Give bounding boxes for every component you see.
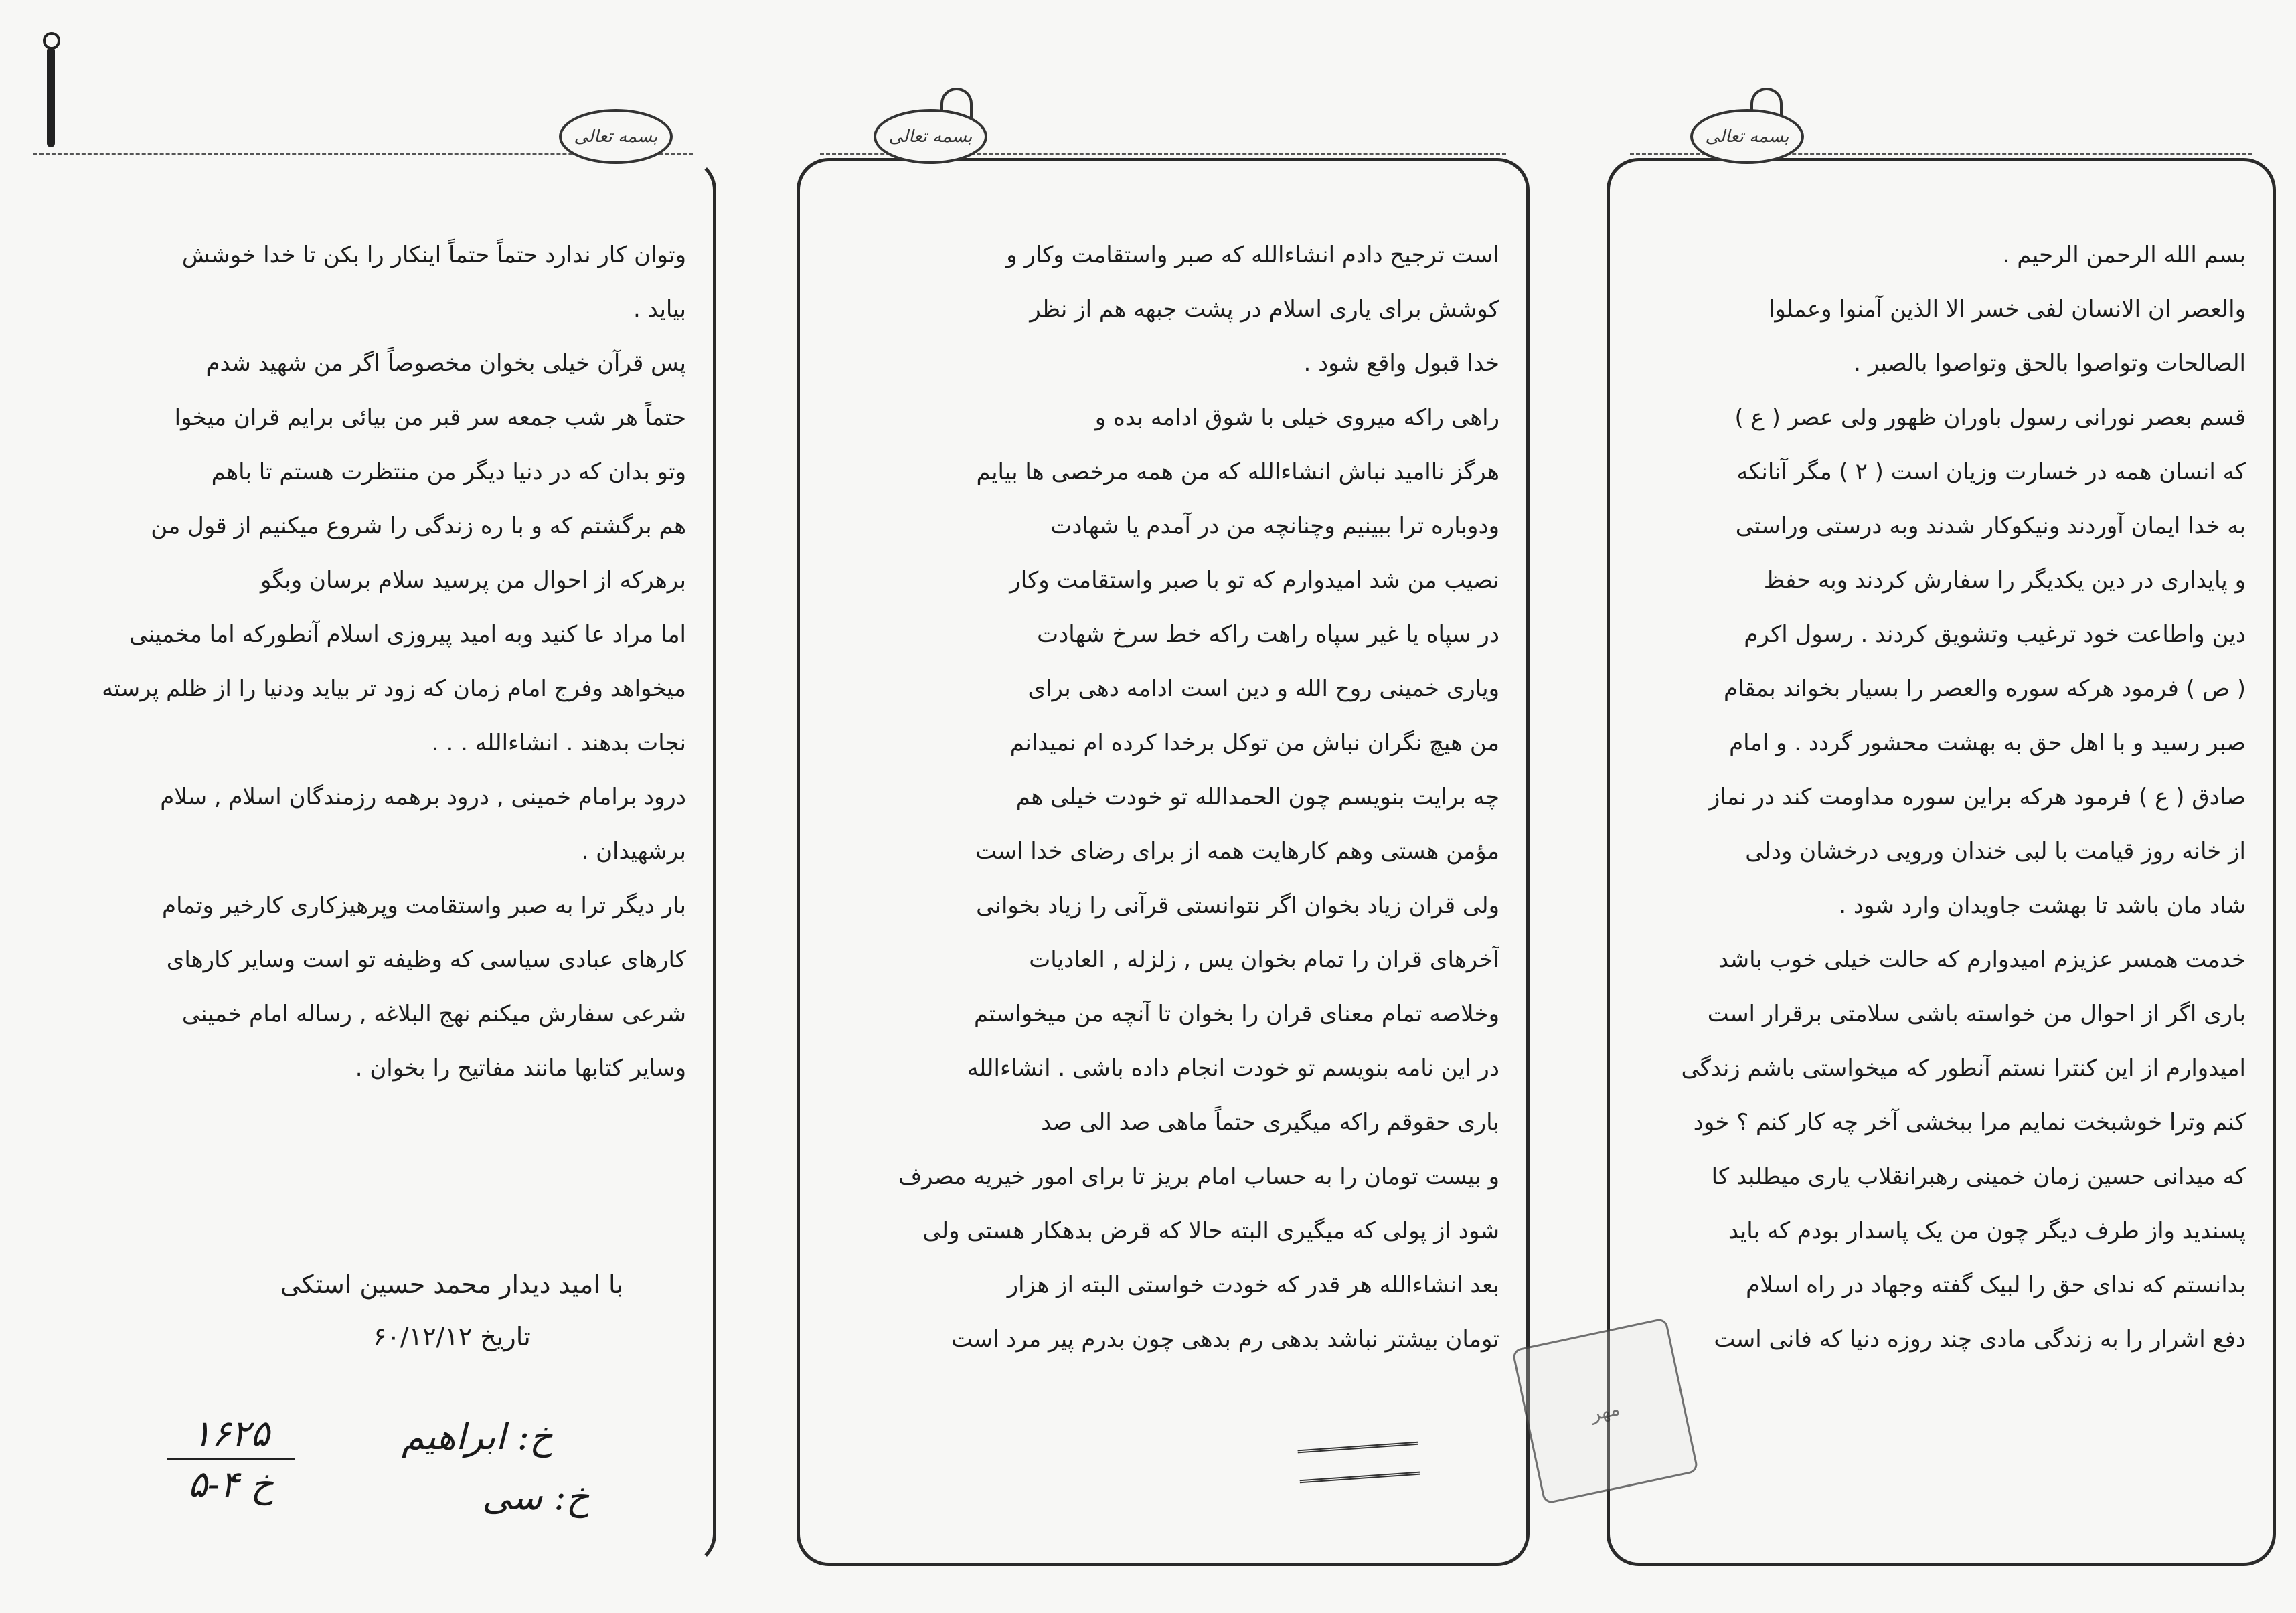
letter-line: و پایداری در دین یکدیگر را سفارش کردند وبه حفظ (1763, 567, 2246, 594)
letter-line: دفع اشرار را به زندگی مادی چند روزه دنیا که فانی است (1714, 1326, 2246, 1353)
letter-line: پس قرآن خیلی بخوان مخصوصاً اگر من شهید شدم (206, 350, 686, 377)
letter-line: راهی راکه میروی خیلی با شوق ادامه بده و (1094, 404, 1499, 431)
letter-line: قسم بعصر نورانی رسول باوران ظهور ولی عصر ( ع ) (1734, 404, 2246, 431)
letter-line: شرعی سفارش میکنم نهج البلاغه , رساله امام خمینی (181, 1001, 686, 1027)
letter-line: کوشش برای یاری اسلام در پشت جبهه هم از نظر (1030, 296, 1499, 323)
letter-line: که میدانی حسین زمان خمینی رهبرانقلاب یاری میطلبد کا (1711, 1163, 2246, 1190)
letter-line: ( ص ) فرمود هرکه سوره والعصر را بسیار بخواند بمقام (1723, 675, 2246, 702)
letter-line: خدا قبول واقع شود . (1303, 350, 1499, 377)
letter-line: در این نامه بنویسم تو خودت انجام داده باشی . انشاءالله (967, 1055, 1499, 1082)
ink-stamp: مهر (1511, 1317, 1699, 1505)
closing-signature-line: با امید دیدار محمد حسین استکی (280, 1270, 624, 1299)
letter-line: وخلاصه تمام معنای قران را بخوان تا آنچه من میخواستم (974, 1001, 1499, 1027)
header-seal: بسمه تعالی (874, 109, 987, 164)
letter-line: به خدا ایمان آوردند ونیکوکار شدند وبه درستی وراستی (1735, 513, 2246, 539)
letter-date: تاریخ ۶۰/۱۲/۱۲ (373, 1322, 531, 1351)
letter-line: اما مراد عا کنید وبه امید پیروزی اسلام آنطورکه اما مخمینی (129, 621, 686, 648)
letter-line: دین واطاعت خود ترغیب وتشویق کردند . رسول اکرم (1744, 621, 2246, 648)
handwritten-initials-2: خ: سی (482, 1476, 590, 1518)
letter-line: بسم الله الرحمن الرحیم . (2002, 242, 2246, 268)
archive-number-bottom: ۵-۴ خ (187, 1463, 274, 1505)
letter-line: آخرهای قران را تمام بخوان یس , زلزله , العادیات (1029, 946, 1499, 973)
left-column-text (40, 228, 686, 1096)
letter-line: برهرکه از احوال من پرسید سلام برسان وبگو (260, 567, 686, 594)
letter-line: امیدوارم از این کنترا نستم آنطور که میخواستی باشم زندگی (1681, 1055, 2246, 1082)
letter-line: بیاید . (633, 296, 686, 323)
header-seal: بسمه تعالی (559, 109, 673, 164)
letter-line: صبر رسید و با اهل حق به بهشت محشور گردد . و امام (1729, 730, 2246, 756)
letter-line: وسایر کتابها مانند مفاتیح را بخوان . (355, 1055, 686, 1082)
header-seal: بسمه تعالی (1690, 109, 1804, 164)
letter-line: بار دیگر ترا به صبر واستقامت وپرهیزکاری کارخیر وتمام (162, 892, 686, 919)
letter-line: ولی قران زیاد بخوان اگر نتوانستی قرآنی را زیاد بخوانی (976, 892, 1499, 919)
letter-line: ودوباره ترا ببینیم وچنانچه من در آمدم یا شهادت (1050, 513, 1499, 539)
letter-line: تومان بیشتر نباشد بدهی رم بدهی چون بدرم پیر مرد است (951, 1326, 1499, 1353)
letter-line: والعصر ان الانسان لفی خسر الا الذین آمنوا وعملوا (1768, 296, 2246, 323)
letter-line: در سپاه یا غیر سپاه راهت راکه خط سرخ شهادت (1037, 621, 1499, 648)
letter-line: از خانه روز قیامت با لبی خندان ورویی درخشان ودلی (1745, 838, 2246, 865)
letter-line: باری اگر از احوال من خواسته باشی سلامتی برقرار است (1707, 1001, 2246, 1027)
letter-line: برشهیدان . (581, 838, 686, 865)
letter-line: میخواهد وفرج امام زمان که زود تر بیاید ودنیا را از ظلم پرسته (102, 675, 686, 702)
letter-line: و بیست تومان را به حساب امام بریز تا برای امور خیریه مصرف (898, 1163, 1499, 1190)
letter-line: وتوان کار ندارد حتماً حتماً اینکار را بکن تا خدا خوشش (181, 242, 686, 268)
letter-line: شود از پولی که میگیری البته حالا که قرض بدهکار هستی ولی (922, 1217, 1499, 1244)
letter-line: بدانستم که ندای حق را لبیک گفته وجهاد در راه اسلام (1746, 1272, 2246, 1298)
letter-line: خدمت همسر عزیزم امیدوارم که حالت خیلی خوب باشد (1718, 946, 2246, 973)
letter-line: کارهای عبادی سیاسی که وظیفه تو است وسایر کارهای (166, 946, 686, 973)
letter-line: درود برامام خمینی , درود برهمه رزمندگان اسلام , سلام (160, 784, 686, 811)
letter-line: کنم وترا خوشبخت نمایم مرا ببخشی آخر چه کار کنم ؟ خود (1693, 1109, 2246, 1136)
right-column-text (1637, 228, 2246, 1367)
letter-line: ویاری خمینی روح الله و دین است ادامه دهی برای (1028, 675, 1499, 702)
letter-line: شاد مان باشد تا بهشت جاویدان وارد شود . (1839, 892, 2246, 919)
paperclip-mark (47, 47, 55, 147)
letter-line: باری حقوقم راکه میگیری حتماً ماهی صد الی صد (1041, 1109, 1499, 1136)
archive-number (167, 1412, 295, 1506)
archive-number-top: ۱۶۲۵ (191, 1412, 270, 1454)
archive-number-divider (167, 1458, 295, 1460)
letter-line: هرگز ناامید نباش انشاءالله که من همه مرخصی ها بیایم (976, 458, 1499, 485)
letter-line: نصیب من شد امیدوارم که تو با صبر واستقامت وکار (1009, 567, 1499, 594)
right-page-frame (1607, 126, 2276, 1566)
letter-line: مؤمن هستی وهم کارهایت همه از برای رضای خدا است (975, 838, 1499, 865)
middle-column-text (827, 228, 1499, 1367)
letter-footer (167, 1258, 736, 1363)
letter-line: است ترجیح دادم انشاءالله که صبر واستقامت وکار و (1006, 242, 1499, 268)
middle-page-frame (797, 126, 1530, 1566)
letter-line: پسندید واز طرف دیگر چون من یک پاسدار بودم که باید (1728, 1217, 2246, 1244)
letter-line: حتماً هر شب جمعه سر قبر من بیائی برایم قران میخوا (174, 404, 686, 431)
letter-line: الصالحات وتواصوا بالحق وتواصوا بالصبر . (1854, 350, 2246, 377)
handwritten-initials-1: خ: ابراهیم (402, 1416, 553, 1458)
letter-line: صادق ( ع ) فرمود هرکه براین سوره مداومت کند در نماز (1708, 784, 2246, 811)
letter-line: نجات بدهند . انشاءالله . . . (431, 730, 686, 756)
letter-line: هم برگشتم که و با ره زندگی را شروع میکنیم از قول من (151, 513, 686, 539)
letter-line: وتو بدان که در دنیا دیگر من منتظرت هستم تا باهم (211, 458, 686, 485)
letter-line: که انسان همه در خسارت وزیان است ( ۲ ) مگر آنانکه (1736, 458, 2246, 485)
letter-line: چه برایت بنویسم چون الحمدالله تو خودت خیلی هم (1015, 784, 1499, 811)
letter-line: من هیچ نگران نباش من توکل برخدا کرده ام نمیدانم (1009, 730, 1499, 756)
letter-line: بعد انشاءالله هر قدر که خودت خواستی البته از هزار (1007, 1272, 1499, 1298)
